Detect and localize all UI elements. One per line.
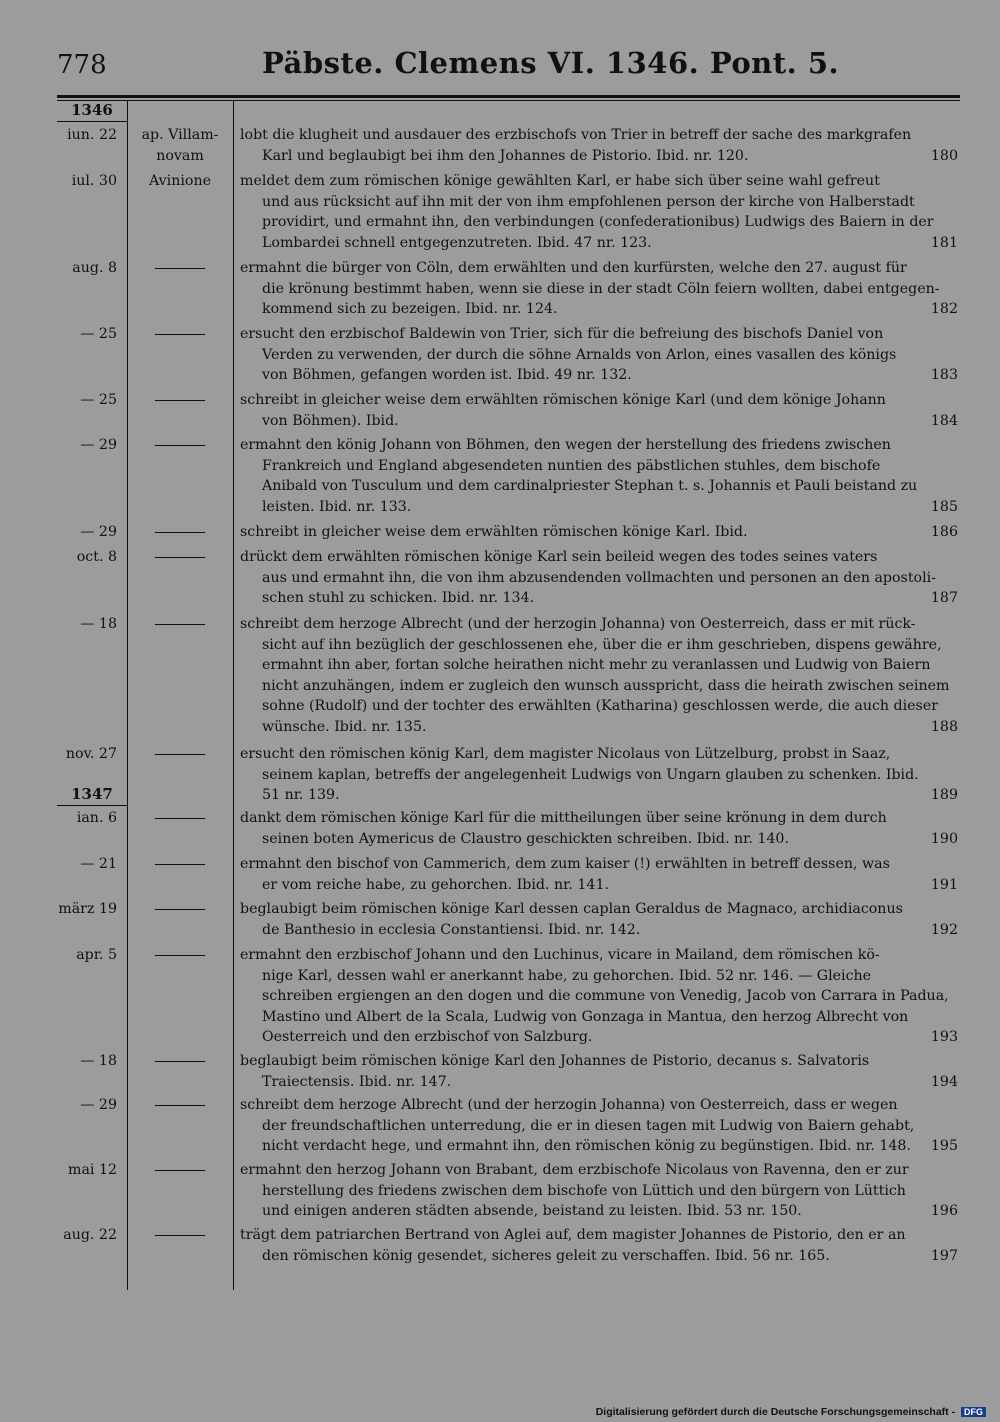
text-line: Oesterreich und den erzbischof von Salzburg.	[262, 1029, 593, 1046]
text-line: sicht auf ihn bezüglich der geschlossenen ehe, über die er ihm geschrieben, dispens gewähre,	[262, 636, 942, 653]
entry-number: 197	[930, 1247, 958, 1264]
text-line: und einigen anderen städten absende, beistand zu leisten. Ibid. 53 nr. 150.	[262, 1203, 802, 1220]
ditto-dash	[155, 864, 205, 865]
entry-number: 192	[930, 921, 958, 938]
text-line: meldet dem zum römischen könige gewählten Karl, er habe sich über seine wahl gefreut	[240, 173, 880, 189]
entry-place	[130, 1095, 230, 1106]
text-line: leisten. Ibid. nr. 133.	[262, 498, 412, 515]
entry-text	[240, 258, 956, 320]
text-line: Traiectensis. Ibid. nr. 147.	[262, 1073, 452, 1090]
text-line: lobt die klugheit und ausdauer des erzbischofs von Trier in betreff der sache des markgrafen	[240, 127, 912, 143]
running-title: Päbste. Clemens VI. 1346. Pont. 5.	[262, 46, 840, 80]
ditto-dash	[155, 1235, 205, 1236]
ditto-dash	[155, 334, 205, 335]
entry-date: — 18	[80, 1053, 117, 1069]
text-line: nicht verdacht hege, und ermahnt ihn, den römischen könig zu begünstigen. Ibid. nr. 148.	[262, 1138, 911, 1155]
year-label-1347: 1347	[71, 785, 113, 803]
place-line: Avinione	[149, 173, 211, 189]
entry-place	[130, 258, 230, 269]
entry-text	[240, 1225, 956, 1266]
entry-number: 188	[930, 719, 958, 735]
entry-place	[130, 547, 230, 558]
entry-place	[130, 899, 230, 910]
entry-place	[130, 744, 230, 755]
text-line: aus und ermahnt ihn, die von ihm abzusendenden vollmachten und personen an den apostoli-	[262, 569, 936, 586]
entry-date: — 29	[80, 1097, 117, 1113]
text-line: er vom reiche habe, zu gehorchen. Ibid. nr. 141.	[262, 876, 609, 893]
dfg-logo: DFG	[961, 1407, 986, 1417]
entry-number: 180	[930, 147, 958, 164]
text-line: sohne (Rudolf) und der tochter des erwählten (Katharina) geschlossen werde, die auch dieser	[262, 698, 939, 715]
entry-number: 194	[930, 1073, 958, 1090]
entry-place	[130, 614, 230, 625]
entry-text	[240, 854, 956, 895]
ditto-dash	[155, 754, 205, 755]
text-line: Lombardei schnell entgegenzutreten. Ibid. 47 nr. 123.	[262, 234, 652, 251]
entry-number: 183	[930, 367, 958, 384]
text-line: ermahnt den könig Johann von Böhmen, den wegen der herstellung des friedens zwischen	[240, 437, 891, 453]
entry-date: oct. 8	[76, 549, 117, 565]
entry-date: — 25	[80, 326, 117, 342]
text-line: providirt, und ermahnt ihn, den verbindungen (confederationibus) Ludwigs des Baiern in der	[262, 214, 934, 231]
text-line: von Böhmen). Ibid.	[262, 412, 399, 429]
entry-text	[240, 899, 956, 940]
year-label-1346: 1346	[71, 101, 113, 119]
entry-date: ian. 6	[76, 810, 117, 826]
entry-number: 182	[930, 301, 958, 318]
entry-number: 195	[930, 1138, 958, 1155]
text-line: schreibt dem herzoge Albrecht (und der herzogin Johanna) von Oesterreich, dass er mit rück-	[240, 616, 916, 632]
entry-number: 189	[930, 787, 958, 804]
column-divider-date	[127, 100, 128, 1290]
entry-place	[130, 945, 230, 956]
place-line: novam	[156, 147, 204, 164]
text-line: ersucht den erzbischof Baldewin von Trier, sich für die befreiung des bischofs Daniel von	[240, 326, 884, 342]
text-line: dankt dem römischen könige Karl für die mittheilungen über seine krönung in dem durch	[240, 810, 887, 826]
text-line: und aus rücksicht auf ihn mit der von ihm empfohlenen person der kirche von Halberstadt	[262, 193, 915, 210]
text-line: den römischen könig gesendet, sicheres geleit zu verschaffen. Ibid. 56 nr. 165.	[262, 1247, 830, 1264]
entry-text	[240, 1051, 956, 1092]
ditto-dash	[155, 909, 205, 910]
entry-text	[240, 1095, 956, 1157]
ditto-dash	[155, 268, 205, 269]
entry-place	[130, 390, 230, 401]
entry-date: aug. 8	[72, 260, 117, 276]
entry-place	[130, 854, 230, 865]
text-line: schreibt dem herzoge Albrecht (und der herzogin Johanna) von Oesterreich, dass er wegen	[240, 1097, 898, 1113]
ditto-dash	[155, 1061, 205, 1062]
text-line: Mastino und Albert de la Scala, Ludwig von Gonzaga in Mantua, den herzog Albrecht von	[262, 1008, 909, 1025]
entry-number: 196	[930, 1203, 958, 1220]
ditto-dash	[155, 1105, 205, 1106]
year-rule	[57, 805, 127, 806]
entry-date: — 21	[80, 856, 117, 872]
text-line: schen stuhl zu schicken. Ibid. nr. 134.	[262, 590, 535, 607]
text-line: ermahnt den bischof von Cammerich, dem zum kaiser (!) erwählten in betreff dessen, was	[240, 856, 890, 872]
text-line: seinem kaplan, betreffs der angelegenheit Ludwigs von Ungarn glauben zu schenken. Ibid.	[262, 766, 919, 783]
header-rule-thin	[57, 100, 960, 101]
text-line: Verden zu verwenden, der durch die söhne Arnalds von Arlon, eines vasallen des königs	[262, 346, 897, 363]
entry-date: nov. 27	[65, 746, 117, 762]
entry-date: — 25	[80, 392, 117, 408]
ditto-dash	[155, 1170, 205, 1171]
ditto-dash	[155, 400, 205, 401]
text-line: Anibald von Tusculum und dem cardinalpriester Stephan t. s. Johannis et Pauli beistand zu	[262, 478, 918, 495]
entry-date: iul. 30	[71, 173, 117, 189]
entry-number: 186	[930, 524, 958, 540]
ditto-dash	[155, 955, 205, 956]
entry-date: — 18	[80, 616, 117, 632]
footer-credit	[596, 1406, 986, 1418]
text-line: ermahnt den erzbischof Johann und den Luchinus, vicare in Mailand, dem römischen kö-	[240, 947, 880, 963]
place-line: ap. Villam-	[141, 127, 219, 143]
text-line: schreiben ergiengen an den dogen und die commune von Venedig, Jacob von Carrara in Padua,	[262, 988, 949, 1005]
entry-text	[240, 945, 956, 1048]
text-line: wünsche. Ibid. nr. 135.	[262, 718, 427, 735]
text-line: kommend sich zu bezeigen. Ibid. nr. 124.	[262, 301, 558, 318]
entry-date: aug. 22	[63, 1227, 117, 1243]
entry-text	[240, 547, 956, 609]
text-line: die krönung bestimmt haben, wenn sie diese in der stadt Cöln feiern wollten, dabei entgegen-	[262, 280, 940, 297]
entry-date: — 29	[80, 437, 117, 453]
text-line: schreibt in gleicher weise dem erwählten römischen könige Karl. Ibid.	[240, 524, 748, 540]
column-divider-place	[233, 100, 234, 1290]
ditto-dash	[155, 532, 205, 533]
header-rule	[57, 95, 960, 98]
footer-text: Digitalisierung gefördert durch die Deutsche Forschungsgemeinschaft -	[595, 1406, 956, 1418]
entry-text	[240, 614, 956, 738]
page-number: 778	[57, 50, 107, 80]
text-line: trägt dem patriarchen Bertrand von Aglei auf, dem magister Johannes de Pistorio, den er an	[240, 1227, 906, 1243]
entry-place	[130, 435, 230, 446]
ditto-dash	[155, 818, 205, 819]
entry-date: iun. 22	[67, 127, 117, 143]
entry-text	[240, 171, 956, 253]
text-line: herstellung des friedens zwischen dem bischofe von Lüttich und den bürgern von Lüttich	[262, 1182, 906, 1199]
entry-place	[130, 171, 230, 192]
entry-place	[130, 1160, 230, 1171]
entry-date: apr. 5	[76, 947, 117, 963]
text-line: ermahnt den herzog Johann von Brabant, dem erzbischofe Nicolaus von Ravenna, den er zur	[240, 1162, 909, 1178]
entry-text	[240, 744, 956, 806]
entry-number: 184	[930, 412, 958, 429]
text-line: nige Karl, dessen wahl er anerkannt habe, zu gehorchen. Ibid. 52 nr. 146. — Gleiche	[262, 967, 872, 984]
entry-number: 193	[930, 1029, 958, 1046]
entry-place	[130, 1225, 230, 1236]
entry-date: mai 12	[67, 1162, 117, 1178]
entry-number: 181	[930, 234, 958, 251]
entry-place	[130, 125, 230, 166]
entry-text	[240, 390, 956, 431]
year-rule	[57, 121, 127, 122]
text-line: schreibt in gleicher weise dem erwählten römischen könige Karl (und dem könige Johann	[240, 392, 886, 408]
text-line: ermahnt die bürger von Cöln, dem erwählten und den kurfürsten, welche den 27. august für	[240, 260, 907, 276]
text-line: ersucht den römischen könig Karl, dem magister Nicolaus von Lützelburg, probst in Saaz,	[240, 746, 891, 762]
ditto-dash	[155, 624, 205, 625]
entry-place	[130, 808, 230, 819]
entry-place	[130, 324, 230, 335]
text-line: drückt dem erwählten römischen könige Karl sein beileid wegen des todes seines vaters	[240, 549, 878, 565]
entry-number: 191	[930, 876, 958, 893]
ditto-dash	[155, 445, 205, 446]
entry-text	[240, 808, 956, 849]
ditto-dash	[155, 557, 205, 558]
text-line: beglaubigt beim römischen könige Karl den Johannes de Pistorio, decanus s. Salvatoris	[240, 1053, 870, 1069]
text-line: von Böhmen, gefangen worden ist. Ibid. 49 nr. 132.	[262, 367, 632, 384]
entry-text	[240, 435, 956, 517]
text-line: beglaubigt beim römischen könige Karl dessen caplan Geraldus de Magnaco, archidiaconus	[240, 901, 903, 917]
text-line: der freundschaftlichen unterredung, die er in diesen tagen mit Ludwig von Baiern gehabt,	[262, 1117, 915, 1134]
text-line: Karl und beglaubigt bei ihm den Johannes de Pistorio. Ibid. nr. 120.	[262, 147, 749, 164]
entry-text	[240, 324, 956, 386]
text-line: 51 nr. 139.	[262, 787, 340, 804]
entry-number: 185	[930, 498, 958, 515]
text-line: nicht anzuhängen, indem er zugleich den wunsch ausspricht, dass die heirath zwischen seinem	[262, 677, 950, 694]
entry-text	[240, 522, 956, 543]
entry-place	[130, 1051, 230, 1062]
entry-place	[130, 522, 230, 533]
entry-text	[240, 1160, 956, 1222]
entry-date: märz 19	[58, 901, 117, 917]
entry-date: — 29	[80, 524, 117, 540]
entry-text	[240, 125, 956, 166]
entry-number: 187	[930, 590, 958, 607]
text-line: de Banthesio in ecclesia Constantiensi. Ibid. nr. 142.	[262, 921, 641, 938]
entry-number: 190	[930, 830, 958, 847]
text-line: ermahnt ihn aber, fortan solche heirathen nicht mehr zu veranlassen und Ludwig von Baiern	[262, 657, 931, 674]
text-line: Frankreich und England abgesendeten nuntien des päbstlichen stuhles, dem bischofe	[262, 457, 881, 474]
text-line: seinen boten Aymericus de Claustro geschickten schreiben. Ibid. nr. 140.	[262, 830, 789, 847]
